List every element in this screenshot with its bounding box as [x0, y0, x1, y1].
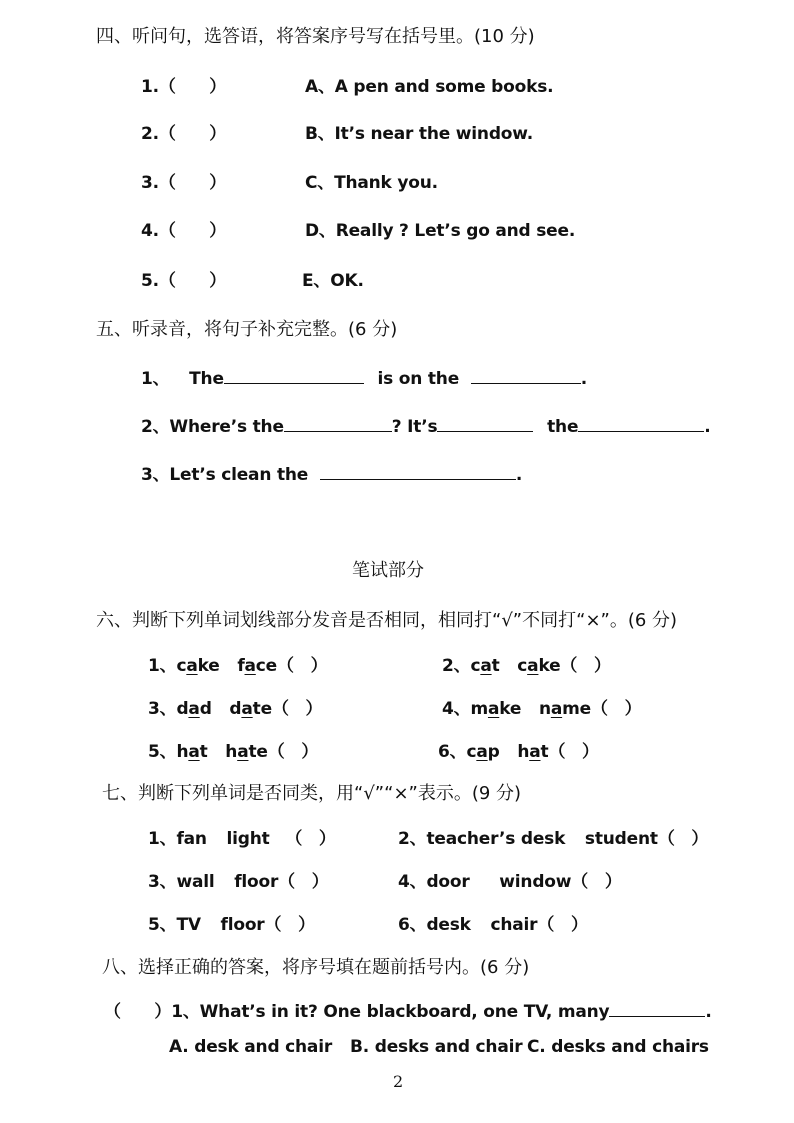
section5-line-3 [141, 460, 522, 485]
word-part: ke [499, 699, 522, 719]
section4-item-1-num: 1.（ ） [141, 77, 227, 97]
section4-item-3-num: 3.（ ） [141, 173, 227, 193]
item-num: 1、 [148, 829, 177, 849]
word-2: floor [220, 915, 265, 935]
line1-text-b: is on the [377, 369, 460, 389]
word-1: TV [176, 915, 201, 935]
line2-text-b: ? It’s [391, 417, 438, 437]
word-part: h [225, 742, 238, 762]
underlined-letter: a [244, 656, 256, 676]
word-part: t [540, 742, 549, 762]
section8-title: 八、选择正确的答案，将序号填在题前括号内。(6 分) [102, 957, 530, 978]
fill-blank[interactable] [471, 367, 581, 384]
section4-item-5-num: 5.（ ） [141, 271, 227, 291]
answer-paren[interactable]: （ ） [571, 872, 622, 892]
word-1: teacher’s desk [426, 829, 566, 849]
section6-item-3 [148, 694, 322, 719]
section6-item-4 [442, 694, 641, 719]
underlined-letter: a [529, 742, 541, 762]
section4-item-2-answer: B、It’s near the window. [305, 124, 533, 144]
answer-paren[interactable]: （ ） [537, 915, 588, 935]
section4-item-5-answer: E、OK. [302, 271, 364, 291]
section7-item-5 [148, 910, 315, 935]
word-1: fan [176, 829, 207, 849]
word-2: chair [490, 915, 538, 935]
word-part: m [470, 699, 488, 719]
word-part: h [517, 742, 530, 762]
section4-item-4-num: 4.（ ） [141, 221, 227, 241]
item-num: 5、 [148, 742, 177, 762]
section7-item-1 [148, 824, 336, 849]
word-part: p [487, 742, 500, 762]
item-num: 4、 [398, 872, 427, 892]
word-part: ke [538, 656, 561, 676]
section4-item-1-answer: A、A pen and some books. [305, 77, 554, 97]
underlined-letter: a [550, 699, 563, 719]
word-1: desk [426, 915, 471, 935]
word-part: n [538, 699, 551, 719]
section7-item-2 [398, 824, 708, 849]
word-2: light [226, 829, 270, 849]
word-part: ke [197, 656, 220, 676]
word-2: student [584, 829, 658, 849]
word-part: h [176, 742, 189, 762]
section5-line-1 [141, 364, 587, 389]
answer-paren[interactable]: （ ） [277, 656, 328, 676]
word-part: c [466, 742, 477, 762]
word-part: d [176, 699, 189, 719]
line1-text-a: The [189, 369, 224, 389]
section7-item-3 [148, 867, 329, 892]
word-part: d [199, 699, 212, 719]
underlined-letter: a [237, 742, 249, 762]
section6-title: 六、判断下列单词划线部分发音是否相同，相同打“√”不同打“×”。(6 分) [96, 610, 678, 631]
word-part: t [491, 656, 500, 676]
section4-item-3-answer: C、Thank you. [305, 173, 438, 193]
word-1: door [426, 872, 470, 892]
underlined-letter: a [527, 656, 539, 676]
answer-paren[interactable]: （ ） [271, 699, 323, 719]
underlined-letter: a [487, 699, 500, 719]
item-num: 2、 [442, 656, 471, 676]
section6-item-2 [442, 651, 611, 676]
word-part: c [470, 656, 481, 676]
section5-line-2 [141, 412, 711, 437]
option-b: B. desks and chair [350, 1037, 523, 1057]
item-num: 5、 [148, 915, 177, 935]
item-num: 2、 [398, 829, 427, 849]
item-num: 4、 [442, 699, 471, 719]
word-part: f [237, 656, 245, 676]
section4-item-4-answer: D、Really ? Let’s go and see. [305, 221, 576, 241]
word-2: floor [234, 872, 279, 892]
section7-item-6 [398, 910, 588, 935]
fill-blank[interactable] [284, 415, 392, 432]
word-part: c [176, 656, 187, 676]
section4-title: 四、听问句，选答语，将答案序号写在括号里。(10 分) [96, 26, 535, 47]
question-text: 1、What’s in it? One blackboard, one TV, many [171, 1002, 610, 1022]
answer-paren[interactable]: （ ） [657, 829, 709, 849]
answer-paren[interactable]: （ ） [590, 699, 642, 719]
section6-item-1 [148, 651, 327, 676]
answer-paren[interactable]: （ ） [285, 829, 336, 849]
word-1: wall [176, 872, 215, 892]
line1-num: 1、 [141, 369, 170, 389]
word-2: window [499, 872, 572, 892]
section7-title: 七、判断下列单词是否同类，用“√”“×”表示。(9 分) [102, 783, 522, 804]
underlined-letter: a [241, 699, 253, 719]
line2-period: . [704, 417, 711, 437]
answer-paren[interactable]: （ ） [278, 872, 329, 892]
underlined-letter: a [480, 656, 492, 676]
fill-blank[interactable] [320, 463, 516, 480]
item-num: 1、 [148, 656, 177, 676]
item-num: 6、 [438, 742, 467, 762]
section5-title: 五、听录音，将句子补充完整。(6 分) [96, 319, 398, 340]
fill-blank[interactable] [609, 1000, 705, 1017]
section4-item-2-num: 2.（ ） [141, 124, 227, 144]
fill-blank[interactable] [437, 415, 533, 432]
word-part: te [252, 699, 272, 719]
fill-blank[interactable] [224, 367, 364, 384]
option-c: C. desks and chairs [527, 1037, 709, 1057]
option-a: A. desk and chair [169, 1037, 333, 1057]
answer-paren[interactable]: （ ） [264, 915, 315, 935]
section6-item-6 [438, 737, 599, 762]
underlined-letter: a [476, 742, 488, 762]
word-part: te [248, 742, 268, 762]
word-part: d [229, 699, 242, 719]
answer-paren[interactable]: （ ） [267, 742, 319, 762]
word-part: me [562, 699, 591, 719]
section8-question-1 [104, 997, 712, 1022]
written-part-title: 笔试部分 [352, 560, 424, 581]
fill-blank[interactable] [578, 415, 704, 432]
answer-paren[interactable]: （ ） [548, 742, 599, 762]
word-part: c [517, 656, 528, 676]
underlined-letter: a [188, 742, 200, 762]
underlined-letter: a [186, 656, 198, 676]
word-part: t [199, 742, 208, 762]
item-num: 3、 [148, 699, 177, 719]
underlined-letter: a [188, 699, 200, 719]
section7-item-4 [398, 867, 622, 892]
answer-paren[interactable]: （ ） [104, 1002, 172, 1022]
section6-item-5 [148, 737, 318, 762]
question-period: . [705, 1002, 712, 1022]
item-num: 6、 [398, 915, 427, 935]
word-part: ce [255, 656, 278, 676]
page-number: 2 [393, 1072, 404, 1091]
item-num: 3、 [148, 872, 177, 892]
line2-text-c: the [547, 417, 579, 437]
answer-paren[interactable]: （ ） [560, 656, 611, 676]
line3-text-a: 3、Let’s clean the [141, 465, 309, 485]
line3-period: . [515, 465, 523, 485]
line2-text-a: 2、Where’s the [141, 417, 284, 437]
line1-period: . [580, 369, 588, 389]
